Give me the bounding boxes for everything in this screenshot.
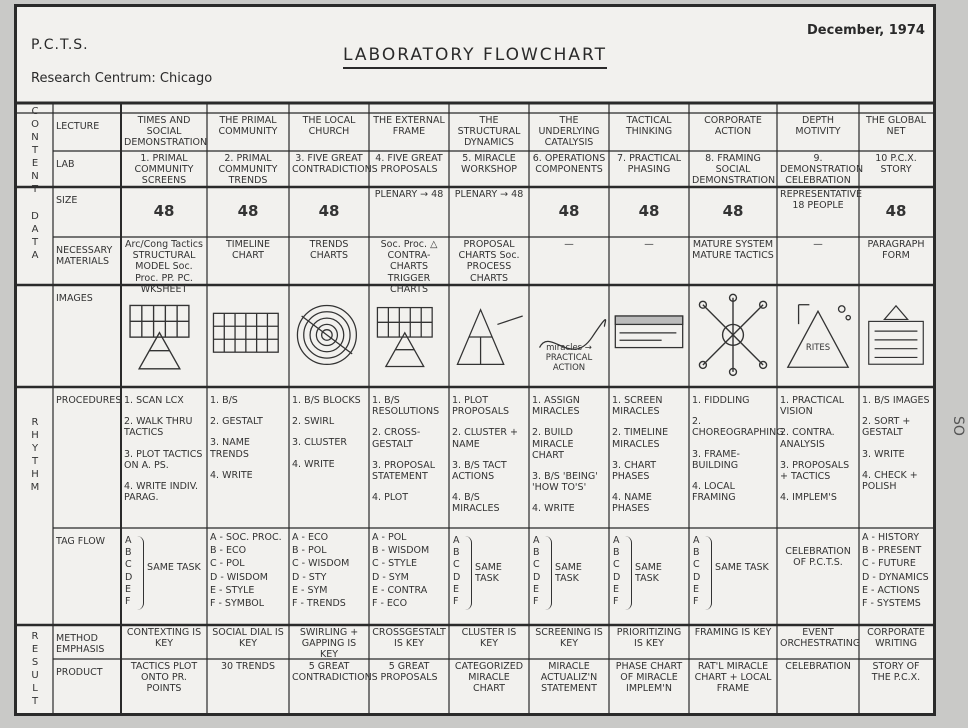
procedure-step: 3. PROPOSALS + TACTICS — [780, 459, 850, 483]
procedure-step: 1. PLOT PROPOSALS — [452, 395, 510, 418]
tag-letter: F — [693, 596, 699, 608]
procedure-step: 2. CHOREOGRAPHING — [692, 416, 784, 439]
procedure-step: 1. B/S RESOLUTIONS — [372, 395, 440, 418]
product-cell: 5 GREAT PROPOSALS — [380, 661, 438, 684]
material-cell: PROPOSAL CHARTS Soc. PROCESS CHARTS — [458, 239, 520, 284]
image-cell — [449, 285, 529, 387]
tag-note: SAME TASK — [555, 562, 582, 585]
tag-letter: A — [453, 535, 460, 546]
procedure-cell — [609, 387, 689, 528]
grid-triangle-icon — [369, 285, 449, 387]
procedure-cell — [529, 387, 609, 528]
tag-note: SAME TASK — [147, 562, 201, 573]
tag-letter: E — [693, 583, 700, 595]
tag-item: F - TRENDS — [292, 598, 346, 610]
tag-letter: C — [693, 559, 700, 571]
tag-letter: A — [693, 535, 700, 546]
tag-item: F - SYMBOL — [210, 598, 265, 610]
procedure-cell — [369, 387, 449, 528]
section-rhythm — [17, 416, 53, 494]
procedure-step: 3. FRAME-BUILDING — [692, 448, 740, 471]
section-letter: N — [31, 170, 39, 182]
procedure-cell — [777, 387, 859, 528]
size-cell: PLENARY → 48 — [374, 189, 444, 200]
procedure-step: 2. SORT + GESTALT — [862, 416, 911, 439]
tag-letter: F — [613, 596, 619, 608]
material-cell: PARAGRAPH FORM — [867, 239, 925, 262]
tag-flow-cell — [609, 528, 689, 625]
tag-flow-cell — [369, 528, 449, 625]
tag-item: B - WISDOM — [372, 545, 430, 557]
method-cell: CLUSTER IS KEY — [461, 627, 517, 650]
row-label-product: PRODUCT — [56, 667, 103, 678]
method-cell: SOCIAL DIAL IS KEY — [212, 627, 284, 650]
procedure-step: 4. WRITE — [210, 469, 253, 481]
lecture-cell: THE STRUCTURAL DYNAMICS — [457, 115, 521, 149]
material-cell: TIMELINE CHART — [225, 239, 270, 262]
rites-triangle-icon — [777, 285, 859, 387]
section-letter: E — [31, 644, 39, 655]
text-triangle-icon — [859, 285, 933, 387]
section-letter: T — [31, 696, 39, 707]
tag-flow-cell — [689, 528, 777, 625]
image-caption: RITES — [805, 343, 831, 353]
tag-item: F - SYSTEMS — [862, 598, 921, 610]
section-letter: A — [31, 224, 39, 235]
section-letter: R — [31, 417, 39, 428]
section-letter: T — [31, 237, 39, 248]
tag-item: A - SOC. PROC. — [210, 532, 282, 543]
lab-cell: 10 P.C.X. STORY — [875, 153, 917, 176]
lecture-cell: THE PRIMAL COMMUNITY — [218, 115, 278, 138]
image-cell — [207, 285, 289, 387]
tag-flow-cell — [529, 528, 609, 625]
brace-icon — [625, 536, 632, 610]
procedure-step: 1. B/S IMAGES — [862, 395, 930, 406]
tag-letter: E — [453, 583, 460, 595]
section-content — [17, 105, 53, 196]
timeline-grid-icon — [207, 285, 289, 387]
size-cell: PLENARY → 48 — [454, 189, 524, 200]
image-cell — [121, 285, 207, 387]
procedure-cell — [121, 387, 207, 528]
product-cell: RAT'L MIRACLE CHART + LOCAL FRAME — [694, 661, 772, 695]
margin-note: SO — [949, 416, 966, 436]
lecture-cell: TACTICAL THINKING — [625, 115, 673, 138]
brace-icon — [137, 536, 144, 610]
tag-item: A - POL — [372, 532, 407, 543]
lab-cell: 6. OPERATIONS COMPONENTS — [532, 153, 606, 176]
material-cell: Arc/Cong Tactics STRUCTURAL MODEL Soc. Proc. PP. PC. WKSHEET — [125, 239, 203, 295]
procedure-step: 4. B/S MIRACLES — [452, 492, 500, 515]
procedure-step: 4. PLOT — [372, 492, 409, 504]
lab-cell: 1. PRIMAL COMMUNITY SCREENS — [134, 153, 194, 187]
tag-item: E - ACTIONS — [862, 584, 920, 596]
image-cell — [369, 285, 449, 387]
size-cell: 48 — [638, 202, 660, 221]
product-cell: MIRACLE ACTUALIZ'N STATEMENT — [540, 661, 598, 695]
product-cell: 5 GREAT CONTRADICTIONS — [292, 661, 378, 684]
product-cell: CELEBRATION — [785, 661, 851, 672]
method-cell: EVENT ORCHESTRATING — [780, 627, 861, 650]
brace-icon — [545, 536, 552, 610]
tag-flow-cell: CELEBRATION OF P.C.T.S. — [785, 546, 851, 569]
section-letter: O — [31, 118, 39, 130]
lab-cell: 7. PRACTICAL PHASING — [616, 153, 682, 176]
procedure-cell — [207, 387, 289, 528]
size-cell: 48 — [237, 202, 259, 221]
size-cell: 48 — [318, 202, 340, 221]
procedure-step: 1. SCREEN MIRACLES — [612, 395, 663, 418]
lab-cell: 9. DEMONSTRATION CELEBRATION — [780, 153, 864, 187]
procedure-cell — [859, 387, 933, 528]
method-cell: CONTEXTING IS KEY — [126, 627, 202, 650]
procedure-step: 4. NAME PHASES — [612, 492, 652, 515]
tag-letter: B — [693, 547, 700, 559]
size-cell: 48 — [722, 202, 744, 221]
section-letter: H — [31, 430, 39, 441]
procedure-step: 3. PROPOSAL STATEMENT — [372, 459, 436, 483]
tag-flow-cell — [859, 528, 933, 625]
image-caption: miracles → PRACTICAL ACTION — [545, 343, 593, 374]
tag-item: E - STYLE — [210, 584, 255, 596]
procedure-step: 2. CROSS-GESTALT — [372, 427, 421, 450]
procedure-step: 4. LOCAL FRAMING — [692, 481, 736, 504]
lab-cell: 3. FIVE GREAT CONTRADICTIONS — [292, 153, 378, 176]
procedure-step: 3. B/S TACT ACTIONS — [452, 459, 507, 483]
lecture-cell: THE LOCAL CHURCH — [302, 115, 356, 138]
section-letter: N — [31, 131, 39, 143]
image-cell — [689, 285, 777, 387]
lab-cell: 4. FIVE GREAT PROPOSALS — [375, 153, 443, 176]
material-cell: MATURE SYSTEM MATURE TACTICS — [692, 239, 774, 262]
procedure-step: 3. CLUSTER — [292, 437, 347, 449]
procedure-step: 2. TIMELINE MIRACLES — [612, 427, 669, 450]
procedure-step: 2. CLUSTER + NAME — [452, 427, 518, 450]
method-cell: FRAMING IS KEY — [694, 627, 772, 638]
lab-cell: 5. MIRACLE WORKSHOP — [460, 153, 518, 176]
tag-letter: B — [613, 547, 620, 559]
method-cell: PRIORITIZING IS KEY — [616, 627, 682, 650]
section-letter: S — [31, 657, 39, 668]
tag-letter: E — [533, 583, 540, 595]
tag-item: C - FUTURE — [862, 558, 916, 570]
tag-letter: C — [613, 559, 620, 571]
procedure-step: 2. BUILD MIRACLE CHART — [532, 427, 574, 461]
tag-item: D - STY — [292, 571, 327, 583]
procedure-step: 1. B/S — [210, 395, 238, 406]
row-label-lecture: LECTURE — [56, 121, 100, 132]
size-cell: 48 — [153, 202, 175, 221]
section-letter: T — [31, 144, 39, 156]
size-cell: REPRESENTATIVE 18 PEOPLE — [780, 189, 863, 212]
product-cell: PHASE CHART OF MIRACLE IMPLEM'N — [615, 661, 683, 695]
material-cell: TRENDS CHARTS — [309, 239, 349, 262]
row-label-tag_flow: TAG FLOW — [56, 536, 106, 547]
procedure-step: 1. FIDDLING — [692, 395, 750, 406]
tag-letter: D — [453, 571, 461, 583]
product-cell: 30 TRENDS — [221, 661, 275, 672]
procedure-step: 2. GESTALT — [210, 416, 263, 428]
row-label-size: SIZE — [56, 195, 78, 206]
procedure-step: 3. PLOT TACTICS ON A. PS. — [124, 448, 203, 471]
procedure-cell — [289, 387, 369, 528]
tag-letter: B — [125, 547, 132, 559]
procedure-step: 2. SWIRL — [292, 416, 335, 428]
network-hub-icon — [689, 285, 777, 387]
tag-item: C - WISDOM — [292, 558, 350, 570]
material-cell: Soc. Proc. △ CONTRA-CHARTS TRIGGER CHARTS — [380, 239, 438, 295]
image-cell — [777, 285, 859, 387]
size-cell: 48 — [885, 202, 907, 221]
procedure-step: 3. B/S 'BEING' 'HOW TO'S' — [532, 471, 598, 494]
brace-icon — [465, 536, 472, 610]
method-cell: CORPORATE WRITING — [867, 627, 925, 650]
section-data — [17, 210, 53, 262]
tag-letter: B — [453, 547, 460, 559]
tag-item: B - PRESENT — [862, 545, 922, 557]
tag-item: A - HISTORY — [862, 532, 920, 543]
tag-item: A - ECO — [292, 532, 329, 543]
row-label-images: IMAGES — [56, 293, 93, 304]
org-name: P.C.T.S. — [31, 37, 89, 53]
material-cell: — — [813, 239, 823, 250]
procedure-step: 1. PRACTICAL VISION — [780, 395, 845, 418]
size-cell: 48 — [558, 202, 580, 221]
tag-note: SAME TASK — [475, 562, 502, 585]
material-cell: — — [564, 239, 574, 250]
procedure-step: 4. WRITE — [532, 503, 575, 515]
tag-flow-cell — [121, 528, 207, 625]
lab-cell: 2. PRIMAL COMMUNITY TRENDS — [218, 153, 278, 187]
procedure-step: 3. CHART PHASES — [612, 459, 657, 483]
tag-letter: D — [613, 571, 621, 583]
method-cell: SWIRLING + GAPPING IS KEY — [299, 627, 359, 661]
procedure-step: 2. WALK THRU TACTICS — [124, 416, 193, 439]
procedure-cell — [449, 387, 529, 528]
tag-item: D - WISDOM — [210, 571, 268, 583]
section-letter: D — [31, 211, 39, 222]
product-cell: CATEGORIZED MIRACLE CHART — [454, 661, 524, 695]
tag-letter: F — [125, 596, 131, 608]
section-letter: Y — [31, 443, 39, 454]
lecture-cell: CORPORATE ACTION — [704, 115, 762, 138]
section-letter: R — [31, 631, 39, 642]
tag-item: C - POL — [210, 558, 245, 570]
section-letter: E — [31, 157, 39, 169]
tag-note: SAME TASK — [715, 562, 769, 573]
brace-icon — [705, 536, 712, 610]
tag-item: F - ECO — [372, 598, 408, 610]
concentric-circle-icon — [289, 285, 369, 387]
section-letter: L — [32, 683, 38, 694]
tag-flow-cell — [207, 528, 289, 625]
procedure-step: 4. WRITE — [292, 458, 335, 470]
procedure-step: 1. B/S BLOCKS — [292, 395, 361, 406]
tag-letter: D — [125, 571, 133, 583]
procedure-step: 3. WRITE — [862, 448, 905, 460]
procedure-step: 1. SCAN LCX — [124, 395, 184, 406]
tag-letter: A — [125, 535, 132, 546]
image-cell — [609, 285, 689, 387]
product-cell: STORY OF THE P.C.X. — [871, 661, 921, 684]
page-title: LABORATORY FLOWCHART — [343, 45, 607, 69]
procedure-step: 3. NAME TRENDS — [210, 437, 250, 460]
tag-item: C - STYLE — [372, 558, 418, 570]
row-label-materials: NECESSARY MATERIALS — [56, 245, 113, 268]
tag-letter: A — [533, 535, 540, 546]
tag-letter: F — [533, 596, 539, 608]
research-center: Research Centrum: Chicago — [31, 71, 213, 86]
section-letter: M — [30, 482, 40, 493]
procedure-step: 4. CHECK + POLISH — [862, 469, 918, 493]
row-label-lab: LAB — [56, 159, 75, 170]
section-letter: T — [31, 183, 39, 195]
procedure-step: 4. IMPLEM'S — [780, 492, 837, 504]
tag-item: D - SYM — [372, 571, 409, 583]
section-letter: U — [31, 670, 39, 681]
section-letter: A — [31, 250, 39, 261]
screen-chart-icon — [609, 285, 689, 387]
flowchart-sheet — [14, 4, 936, 716]
tag-note: SAME TASK — [635, 562, 662, 585]
tag-letter: A — [613, 535, 620, 546]
lecture-cell: THE UNDERLYING CATALYSIS — [538, 115, 600, 149]
image-cell — [859, 285, 933, 387]
section-letter: H — [31, 469, 39, 480]
grid-triangle-icon — [121, 285, 207, 387]
document-date: December, 1974 — [807, 23, 925, 38]
tag-item: B - POL — [292, 545, 327, 557]
tag-item: E - CONTRA — [372, 584, 428, 596]
lecture-cell: TIMES AND SOCIAL DEMONSTRATION — [124, 115, 208, 149]
section-letter: T — [31, 456, 39, 467]
triangle-arrow-icon — [449, 285, 529, 387]
tag-letter: E — [125, 583, 132, 595]
procedure-step: 1. ASSIGN MIRACLES — [532, 395, 580, 418]
lecture-cell: THE GLOBAL NET — [865, 115, 927, 138]
method-cell: CROSSGESTALT IS KEY — [372, 627, 446, 650]
tag-item: D - DYNAMICS — [862, 571, 929, 583]
lecture-cell: DEPTH MOTIVITY — [795, 115, 841, 138]
section-result — [17, 630, 53, 708]
tag-letter: C — [453, 559, 460, 571]
tag-item: E - SYM — [292, 584, 328, 596]
lab-cell: 8. FRAMING SOCIAL DEMONSTRATION — [692, 153, 776, 187]
product-cell: TACTICS PLOT ONTO PR. POINTS — [130, 661, 198, 695]
material-cell: — — [644, 239, 654, 250]
tag-flow-cell — [449, 528, 529, 625]
row-label-procedures: PROCEDURES — [56, 395, 122, 406]
procedure-cell — [689, 387, 784, 528]
tag-letter: E — [613, 583, 620, 595]
tag-letter: C — [533, 559, 540, 571]
section-letter: C — [31, 105, 39, 117]
method-cell: SCREENING IS KEY — [535, 627, 603, 650]
procedure-step: 2. CONTRA. ANALYSIS — [780, 427, 835, 450]
lecture-cell: THE EXTERNAL FRAME — [373, 115, 445, 138]
tag-item: B - ECO — [210, 545, 247, 557]
tag-letter: C — [125, 559, 132, 571]
tag-letter: F — [453, 596, 459, 608]
tag-letter: D — [693, 571, 701, 583]
image-cell — [289, 285, 369, 387]
tag-letter: D — [533, 571, 541, 583]
procedure-step: 4. WRITE INDIV. PARAG. — [124, 481, 199, 504]
tag-letter: B — [533, 547, 540, 559]
tag-flow-cell — [289, 528, 369, 625]
row-label-method: METHOD EMPHASIS — [56, 633, 105, 656]
